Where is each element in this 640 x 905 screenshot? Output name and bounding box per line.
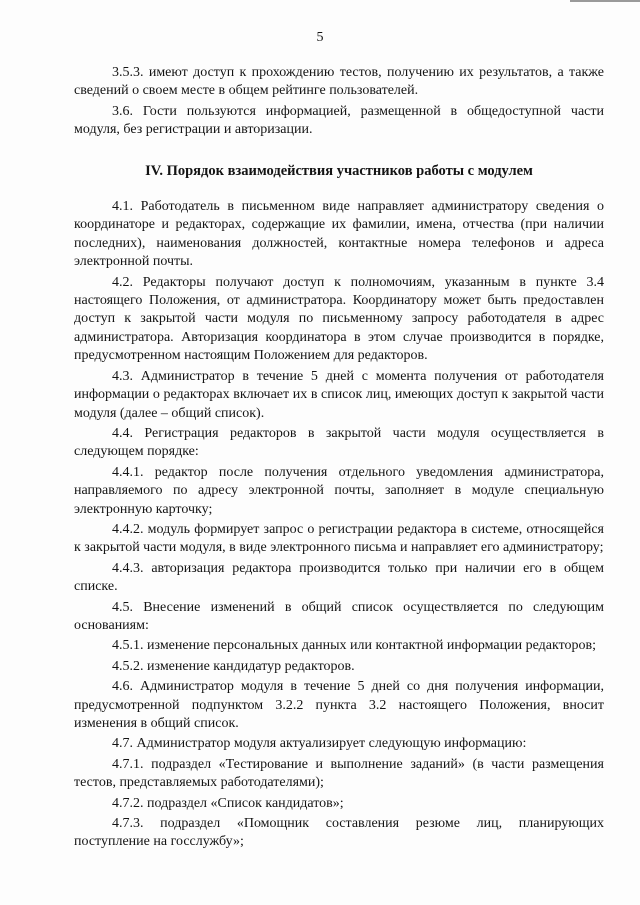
paragraph-4-4: 4.4. Регистрация редакторов в закрытой части модуля осуществляется в следующем порядке:	[74, 425, 604, 460]
paragraph-4-4-2: 4.4.2. модуль формирует запрос о регистрации редактора в системе, относящейся к закрытой части модуля, в виде электронного письма и направляет его администратору;	[74, 521, 604, 556]
page-number: 5	[316, 30, 324, 45]
paragraph-4-7-2: 4.7.2. подраздел «Список кандидатов»;	[112, 795, 344, 811]
paragraph-4-4-3: 4.4.3. авторизация редактора производится только при наличии его в общем списке.	[74, 560, 604, 595]
paragraph-4-3: 4.3. Администратор в течение 5 дней с момента получения от работодателя информации о редакторах включает их в список лиц, имеющих доступ к закрытой части модуля (далее – общий список).	[74, 368, 604, 421]
paragraph-4-4-1: 4.4.1. редактор после получения отдельного уведомления администратора, направляемого по адресу электронной почты, заполняет в модуле специальную электронную карточку;	[74, 464, 604, 517]
paragraph-4-5-1: 4.5.1. изменение персональных данных или контактной информации редакторов;	[112, 638, 597, 654]
document-body	[74, 64, 604, 852]
paragraph-4-7-1: 4.7.1. подраздел «Тестирование и выполнение заданий» (в части размещения тестов, представляемых работодателями);	[74, 756, 604, 791]
paragraph-4-7-3: 4.7.3. подраздел «Помощник составления резюме лиц, планирующих поступление на госслужбу»;	[74, 816, 604, 850]
paragraph-4-2: 4.2. Редакторы получают доступ к полномочиям, указанным в пункте 3.4 настоящего Положения, от администратора. Координатору может быть предоставлен доступ к закрытой части модуля по письменному запросу работодателя в адрес администратора. Авторизация координатора в этом случае производится в порядке, предусмотренном настоящим Положением для редакторов.	[74, 274, 604, 364]
paragraph-4-7: 4.7. Администратор модуля актуализирует следующую информацию:	[112, 736, 527, 752]
section-heading: IV. Порядок взаимодействия участников работы с модулем	[145, 162, 533, 179]
paragraph-4-5: 4.5. Внесение изменений в общий список осуществляется по следующим основаниям:	[74, 599, 604, 633]
paragraph-3-5-3: 3.5.3. имеют доступ к прохождению тестов, получению их результатов, а также сведений о своем месте в общем рейтинге пользователей.	[74, 65, 604, 99]
paragraph-4-5-2: 4.5.2. изменение кандидатур редакторов.	[112, 658, 355, 674]
paragraph-3-6: 3.6. Гости пользуются информацией, размещенной в общедоступной части модуля, без регистрации и авторизации.	[74, 103, 604, 138]
paragraph-4-6: 4.6. Администратор модуля в течение 5 дней со дня получения информации, предусмотренной подпунктом 3.2.2 пункта 3.2 настоящего Положения, вносит изменения в общий список.	[74, 679, 604, 731]
scan-corner-mark	[570, 0, 640, 8]
paragraph-4-1: 4.1. Работодатель в письменном виде направляет администратору сведения о координаторе и редакторах, содержащие их фамилии, имена, отчества (при наличии последних), наименования должностей, контактные номера телефонов и адреса электронной почты.	[74, 199, 604, 270]
